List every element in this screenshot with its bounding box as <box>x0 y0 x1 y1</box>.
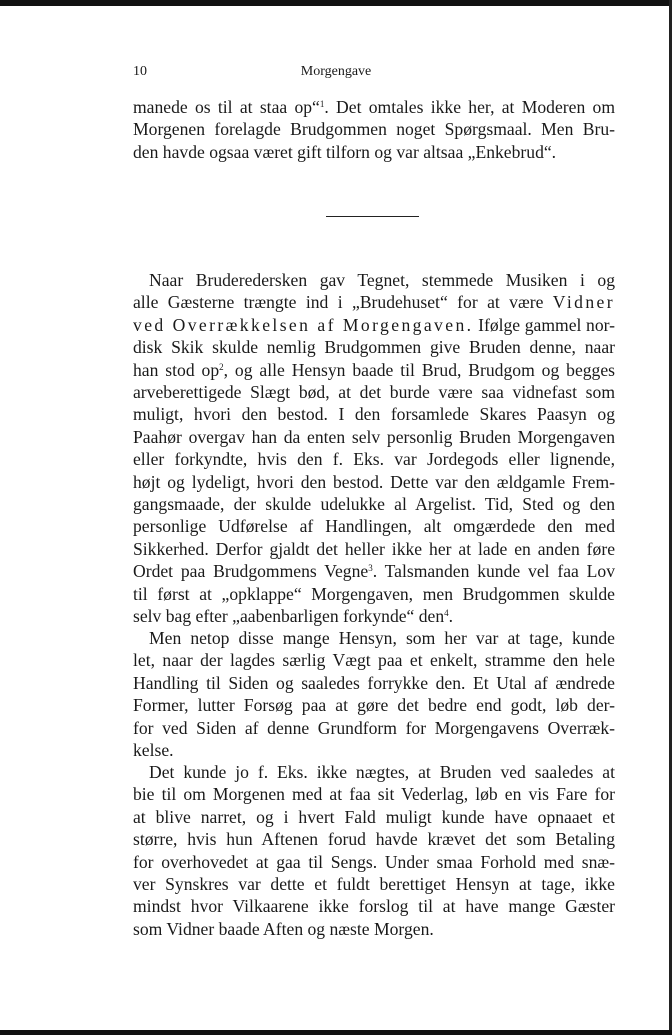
text-line: Sikkerhed. Derfor gjaldt det heller ikke her at lade en anden føre <box>133 538 615 559</box>
text-line: eller forkyndte, hvis den f. Eks. var Jordegods eller lignende, <box>133 449 615 470</box>
text-line: mindst hvor Vilkaarene ikke forslog til at have mange Gæster <box>133 896 615 917</box>
text-line: Det kunde jo f. Eks. ikke nægtes, at Bruden ved saaledes at <box>149 762 615 782</box>
text-line: let, naar der lagdes særlig Vægt paa et enkelt, stramme den hele <box>133 650 615 671</box>
text-line: højt og lydeligt, hvori den bestod. Dette var den ældgamle Frem- <box>133 471 615 492</box>
text-line: arveberettigede Slægt bød, at det burde være saa vidnefast som <box>133 382 615 403</box>
text-line: kelse. <box>133 740 174 761</box>
text-line: ver Synskres var dette et fuldt berettiget Hensyn at tage, ikke <box>133 874 615 895</box>
text-line: manede os til at staa op“$^1$. Det omtales ikke her, at Moderen om <box>133 97 615 117</box>
text-line: gangsmaade, der skulde udelukke al Argelist. Tid, Sted og den <box>133 494 615 515</box>
text-line: bie til om Morgenen med at faa sit Vederlag, løb en vis Fare for <box>133 784 615 805</box>
text-line: ved Overrækkelsen af Morgengaven. Ifølge gammel nor- <box>133 314 615 335</box>
text-line: som Vidner baade Aften og næste Morgen. <box>133 918 434 939</box>
text-line: Paahør overgav han da enten selv personlig Bruden Morgengaven <box>133 426 615 447</box>
text-line: for overhovedet at gaa til Sengs. Under smaa Forhold med snæ- <box>133 851 615 872</box>
text-line: muligt, hvori den bestod. I den forsamlede Skares Paasyn og <box>133 404 615 425</box>
footnote-ref: 2 <box>219 361 224 372</box>
footnote-ref: 1 <box>319 99 325 109</box>
paragraph-bride-risk <box>133 761 615 940</box>
text-line: personlige Udførelse af Handlingen, alt omgærdede den med <box>133 516 615 537</box>
top-scan-border <box>0 0 672 6</box>
text-line: disk Skik skulde nemlig Brudgommen give Bruden denne, naar <box>133 337 615 358</box>
text-line: Former, lutter Forsøg paa at gøre det bedre end godt, løb der- <box>133 695 615 716</box>
text-line: større, hvis hun Aftenen forud havde krævet det som Betaling <box>133 829 615 850</box>
text-line: Morgenen forelagde Brudgommen noget Spørgsmaal. Men Bru- <box>133 119 615 140</box>
page-number: 10 <box>133 64 147 79</box>
paragraph-variations <box>133 627 615 761</box>
text-line: Naar Bruderedersken gav Tegnet, stemmede Musiken i og <box>149 270 615 290</box>
text-line: for ved Siden af denne Grundform for Morgengavens Overræk- <box>133 717 615 738</box>
running-head: Morgengave <box>300 64 372 79</box>
text-line: selv bag efter „aabenbarligen forkynde“ den$^4$. <box>133 606 454 627</box>
text-line: den havde ogsaa været gift tilforn og var altsaa „Enkebrud“. <box>133 141 557 162</box>
text-line: han stod $op^2$, og alle Hensyn baade til Brud, Brudgom og begges <box>133 359 615 380</box>
text-line: Handling til Siden og saaledes forrykke den. Et Utal af ændrede <box>133 672 615 693</box>
footnote-ref: 3 <box>368 563 373 574</box>
section-divider <box>326 216 419 217</box>
bottom-scan-border <box>0 1030 672 1035</box>
text-line: alle Gæsterne trængte ind i „Brudehuset“ for at være Vidner <box>133 292 615 313</box>
paragraph-morgengave-ceremony <box>133 269 615 628</box>
text-line: til først at „opklappe“ Morgengaven, men Brudgommen skulde <box>133 583 615 604</box>
text-line: Ordet paa Brudgommens Vegne$^3$. Talsmanden kunde vel faa Lov <box>133 561 616 582</box>
paragraph-continued <box>133 96 615 163</box>
text-line: Men netop disse mange Hensyn, som her var at tage, kunde <box>149 628 615 648</box>
footnote-ref: 4 <box>444 608 449 619</box>
text-line: at blive narret, og i hvert Fald muligt kunde have opnaaet et <box>133 806 615 827</box>
